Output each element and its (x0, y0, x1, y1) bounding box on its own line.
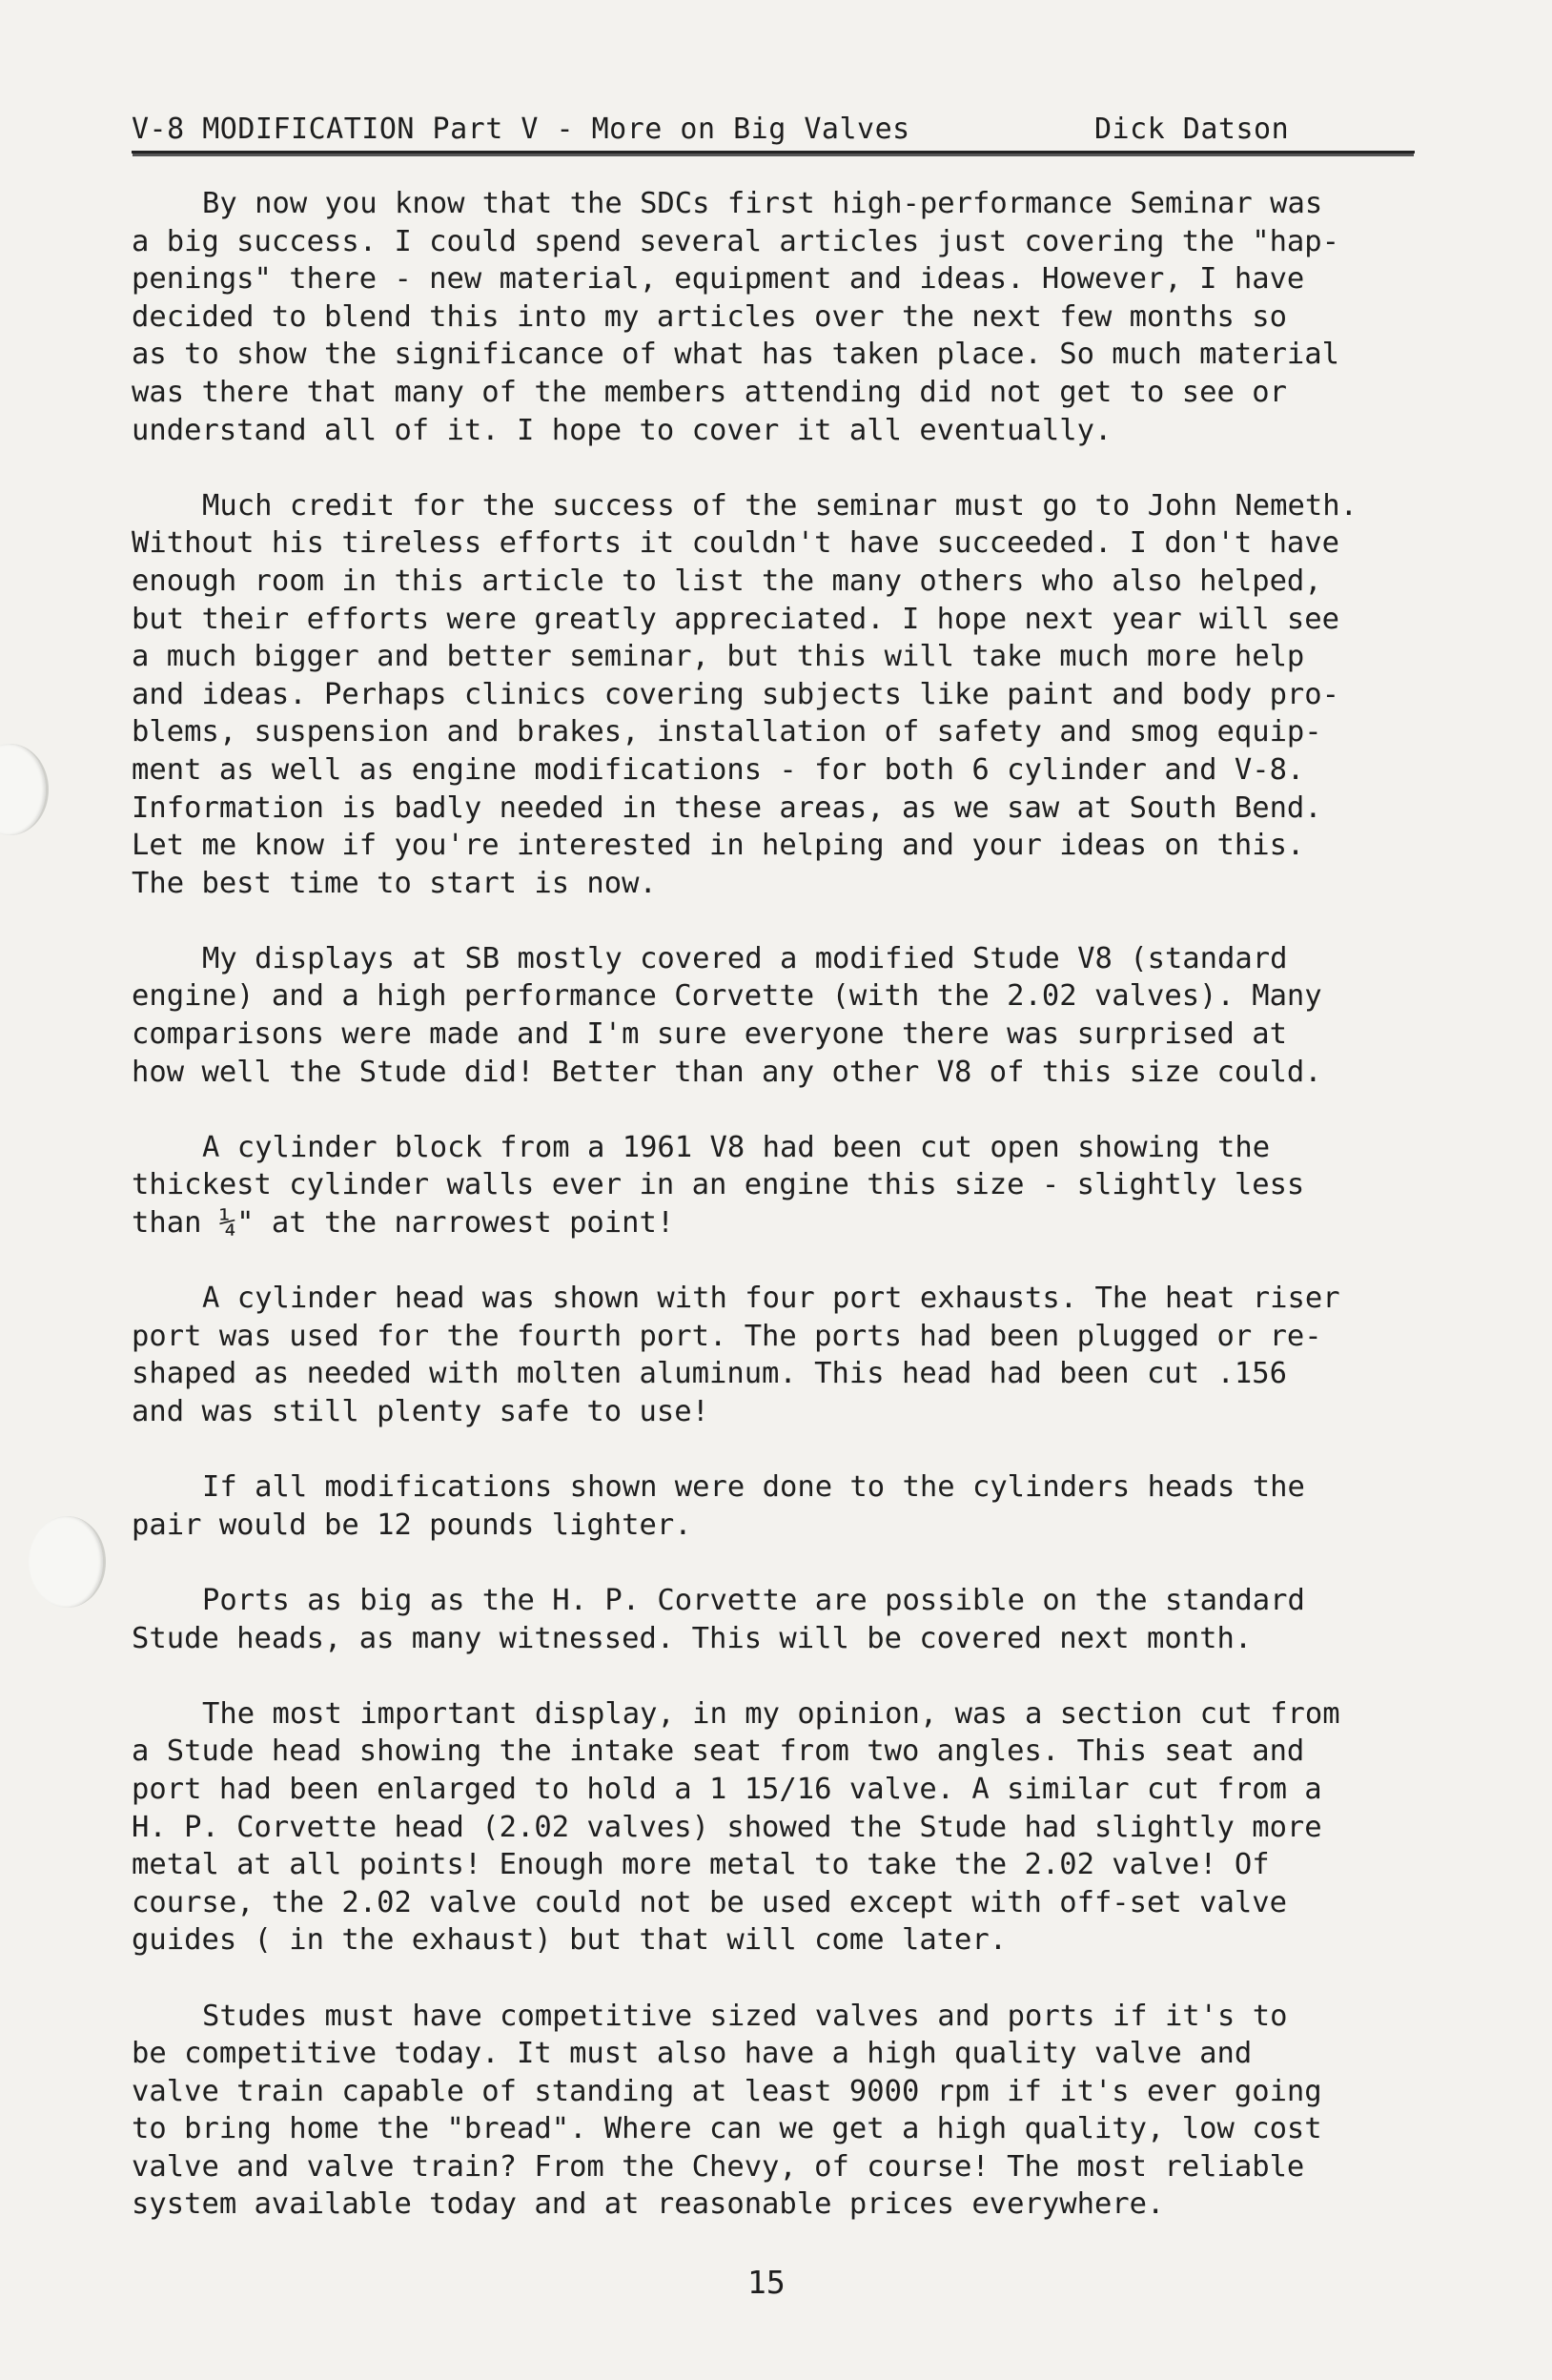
paragraph: Studes must have competitive sized valves and ports if it's to be competitive today. It must also have a high quality valve and valve train capable of standing at least 9000 rpm if it's ever going to bring home the "bread". Where can we get a high quality, low cost valve and valve train? From the Chevy, of course! The most reliable system available today and at reasonable prices everywhere. (132, 1999, 1322, 2222)
paragraph: A cylinder block from a 1961 V8 had been cut open showing the thickest cylinder walls ever in an engine this size - slightly less than ¼" at the narrowest point! (132, 1130, 1305, 1241)
page-header (132, 113, 1415, 154)
paragraph: If all modifications shown were done to the cylinders heads the pair would be 12 pounds lighter. (132, 1470, 1305, 1542)
article-title: V-8 MODIFICATION Part V - More on Big Valves (132, 113, 910, 146)
binder-hole (0, 744, 49, 835)
article-body (132, 185, 1447, 2262)
paragraph: Ports as big as the H. P. Corvette are possible on the standard Stude heads, as many witnessed. This will be covered next month. (132, 1583, 1305, 1655)
page-number: 15 (747, 2264, 786, 2301)
paragraph: The most important display, in my opinion, was a section cut from a Stude head showing the intake seat from two angles. This seat and port had been enlarged to hold a 1 15/16 valve. A similar cut from a H. P. Corvette head (2.02 valves) showed the Stude had slightly more metal at all points! Enough more metal to take the 2.02 valve! Of course, the 2.02 valve could not be used except with off-set valve guides ( in the exhaust) but that will come later. (132, 1696, 1340, 1958)
paragraph: Much credit for the success of the seminar must go to John Nemeth. Without his tireless efforts it couldn't have succeeded. I don't have enough room in this article to list the many others who also helped, but their efforts were greatly appreciated. I hope next year will see a much bigger and better seminar, but this will take much more help and ideas. Perhaps clinics covering subjects like paint and body pro- blems, suspension and brakes, installation of safety and smog equip- ment as well as engine modifications - for both 6 cylinder and V-8. Information is badly needed in these areas, as we saw at South Bend. Let me know if you're interested in helping and your ideas on this. The best time to start is now. (132, 488, 1358, 900)
paragraph: By now you know that the SDCs first high-performance Seminar was a big success. I could spend several articles just covering the "hap- penings" there - new material, equipment and ideas. However, I have decided to blend this into my articles over the next few months so as to show the significance of what has taken place. So much material was there that many of the members attending did not get to see or understand all of it. I hope to cover it all eventually. (132, 187, 1340, 447)
binder-hole (29, 1516, 106, 1608)
paragraph: A cylinder head was shown with four port exhausts. The heat riser port was used for the fourth port. The ports had been plugged or re- shaped as needed with molten aluminum. This head had been cut .156 and was still plenty safe to use! (132, 1282, 1340, 1428)
article-author: Dick Datson (1094, 113, 1290, 146)
paragraph: My displays at SB mostly covered a modified Stude V8 (standard engine) and a high performance Corvette (with the 2.02 valves). Many comparisons were made and I'm sure everyone there was surprised at how well the Stude did! Better than any other V8 of this size could. (132, 941, 1322, 1089)
